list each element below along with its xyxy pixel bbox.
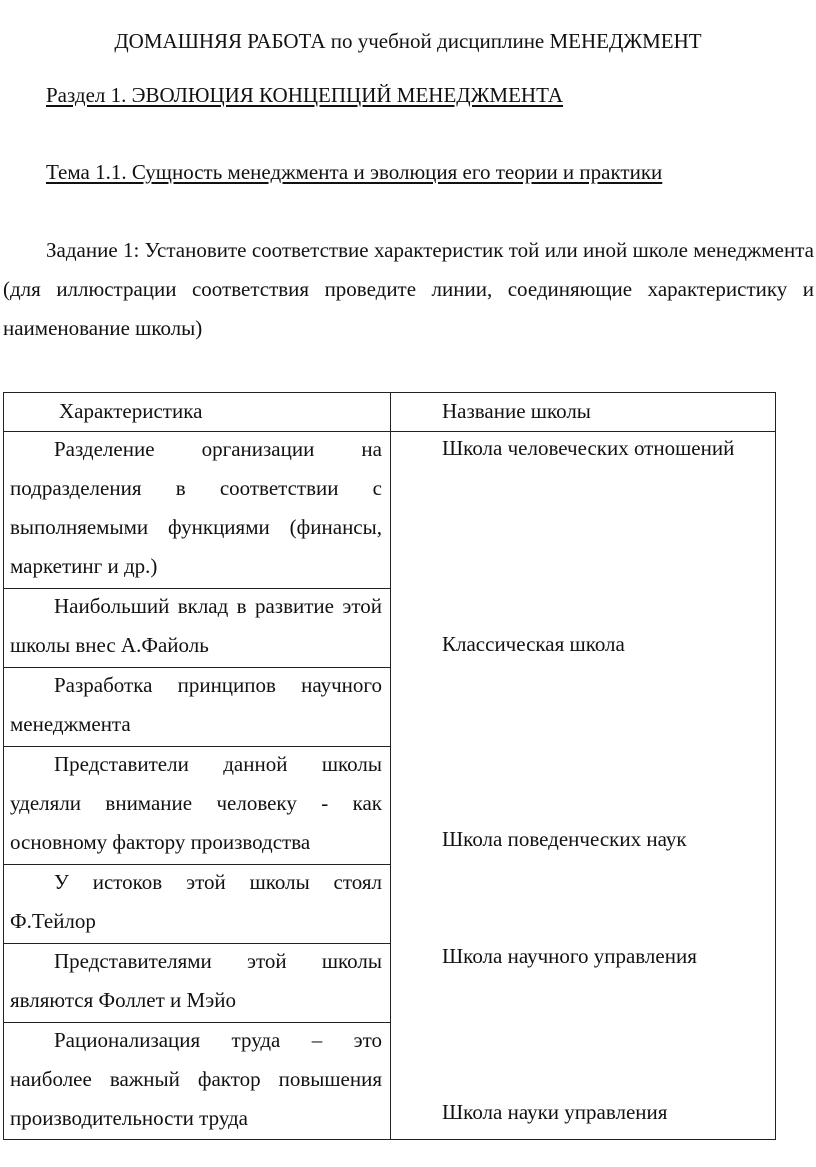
characteristic-cell: Наибольший вклад в развитие этой школы внес А.Файоль [10, 594, 382, 657]
characteristic-cell: Представители данной школы уделяли внимание человеку - как основному фактору производства [10, 752, 382, 854]
school-name: Классическая школа [442, 632, 625, 656]
characteristic-cell: Разделение организации на подразделения в соответствии с выполняемыми функциями (финансы, маркетинг и др.) [10, 437, 382, 578]
characteristic-cell: Представителями этой школы являются Фоллет и Мэйо [10, 949, 382, 1012]
school-name: Школа поведенческих наук [442, 827, 687, 851]
school-name: Школа научного управления [442, 944, 697, 968]
section-title: Раздел 1. ЭВОЛЮЦИЯ КОНЦЕПЦИЙ МЕНЕДЖМЕНТА [46, 83, 564, 107]
school-name: Школа человеческих отношений [442, 436, 735, 460]
column-header-characteristic: Характеристика [59, 399, 203, 423]
characteristic-cell: Разработка принципов научного менеджмента [10, 673, 382, 736]
characteristic-cell: Рационализация труда – это наиболее важный фактор повышения производительности труда [10, 1028, 382, 1130]
column-header-school: Название школы [442, 399, 591, 423]
column-divider [390, 393, 391, 1139]
document-header: ДОМАШНЯЯ РАБОТА по учебной дисциплине МЕНЕДЖМЕНТ [114, 29, 702, 53]
task-text: Задание 1: Установите соответствие характеристик той или иной школе менеджмента (для иллюстрации соответствия проведите линии, соединяющие характеристику и наименование школы) [3, 238, 814, 340]
school-name: Школа науки управления [442, 1100, 668, 1124]
topic-title: Тема 1.1. Сущность менеджмента и эволюция его теории и практики [46, 160, 663, 184]
characteristic-cell: У истоков этой школы стоял Ф.Тейлор [10, 870, 382, 933]
matching-table [3, 392, 776, 1140]
